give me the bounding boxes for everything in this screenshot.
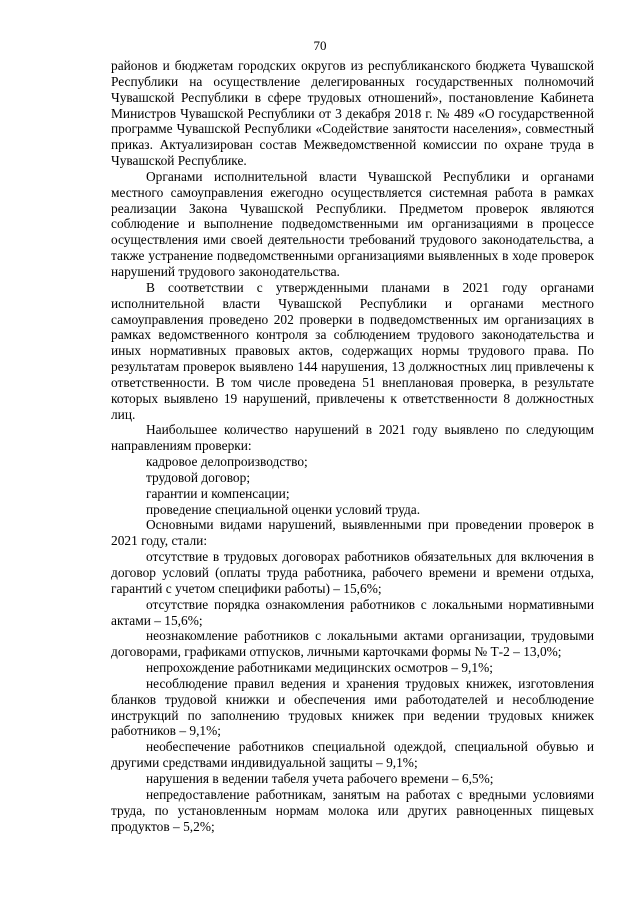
violation-item: нарушения в ведении табеля учета рабочего времени – 6,5%; (146, 770, 494, 786)
list-item: гарантии и компенсации; (146, 485, 290, 501)
violation-item: непредоставление работникам, занятым на работах с вредными условиями труда, по установленным нормам молока или других равноценных пищевых продуктов – 5,2%; (111, 786, 594, 834)
list-item: трудовой договор; (146, 469, 251, 485)
document-body (111, 58, 594, 834)
violation-item: непрохождение работниками медицинских осмотров – 9,1%; (146, 660, 493, 676)
violation-item: несоблюдение правил ведения и хранения трудовых книжек, изготовления бланков трудовой книжки и обеспечения ими работодателей и несоблюдение инструкций по заполнению трудовых книжек при ведении трудовых книжек работников – 9,1%; (111, 675, 594, 739)
violation-item: отсутствие порядка ознакомления работников с локальными нормативными актами – 15,6%; (111, 596, 594, 628)
paragraph: районов и бюджетам городских округов из республиканского бюджета Чувашской Республики на осуществление делегированных государственных полномочий Чувашской Республики в сфере трудовых отношений», постановление Кабинета Министров Чувашской Республики от 3 декабря 2018 г. № 489 «О государственной программе Чувашской Республики «Содействие занятости населения», совместный приказ. Актуализирован состав Межведомственной комиссии по охране труда в Чувашской Республике. (111, 58, 594, 169)
paragraph: В соответствии с утвержденными планами в 2021 году органами исполнительной власти Чувашской Республики и органами местного самоуправления проведено 202 проверки в подведомственных им организациях в рамках ведомственного контроля за соблюдением трудового законодательства и иных нормативных правовых актов, содержащих нормы трудового права. По результатам проверок выявлено 144 нарушения, 13 должностных лиц привлечены к ответственности. В том числе проведена 51 внеплановая проверка, в результате которых выявлено 19 нарушений, привлечены к ответственности 8 должностных лиц. (111, 279, 594, 422)
list-item: проведение специальной оценки условий труда. (146, 501, 421, 517)
violation-item: необеспечение работников специальной одеждой, специальной обувью и другими средствами индивидуальной защиты – 9,1%; (111, 739, 594, 771)
page-number: 70 (313, 38, 327, 53)
paragraph: Органами исполнительной власти Чувашской Республики и органами местного самоуправления ежегодно осуществляется системная работа в рамках реализации Закона Чувашской Республики. Предметом проверок являются соблюдение и выполнение подведомственными им организациями в процессе осуществления ими своей деятельности требований трудового законодательства, а также устранение подведомственными организациями выявленных в ходе проверок нарушений трудового законодательства. (111, 168, 594, 279)
list-item: кадровое делопроизводство; (146, 454, 308, 470)
violation-item: неознакомление работников с локальными актами организации, трудовыми договорами, графиками отпусков, личными карточками формы № Т-2 – 13,0%; (111, 628, 594, 660)
paragraph: Наибольшее количество нарушений в 2021 году выявлено по следующим направлениям проверки: (111, 422, 594, 454)
paragraph: Основными видами нарушений, выявленными при проведении проверок в 2021 году, стали: (111, 517, 594, 549)
violation-item: отсутствие в трудовых договорах работников обязательных для включения в договор условий (оплаты труда работника, рабочего времени и времени отдыха, гарантий с учетом специфики работы) – 15,6%; (111, 549, 594, 596)
